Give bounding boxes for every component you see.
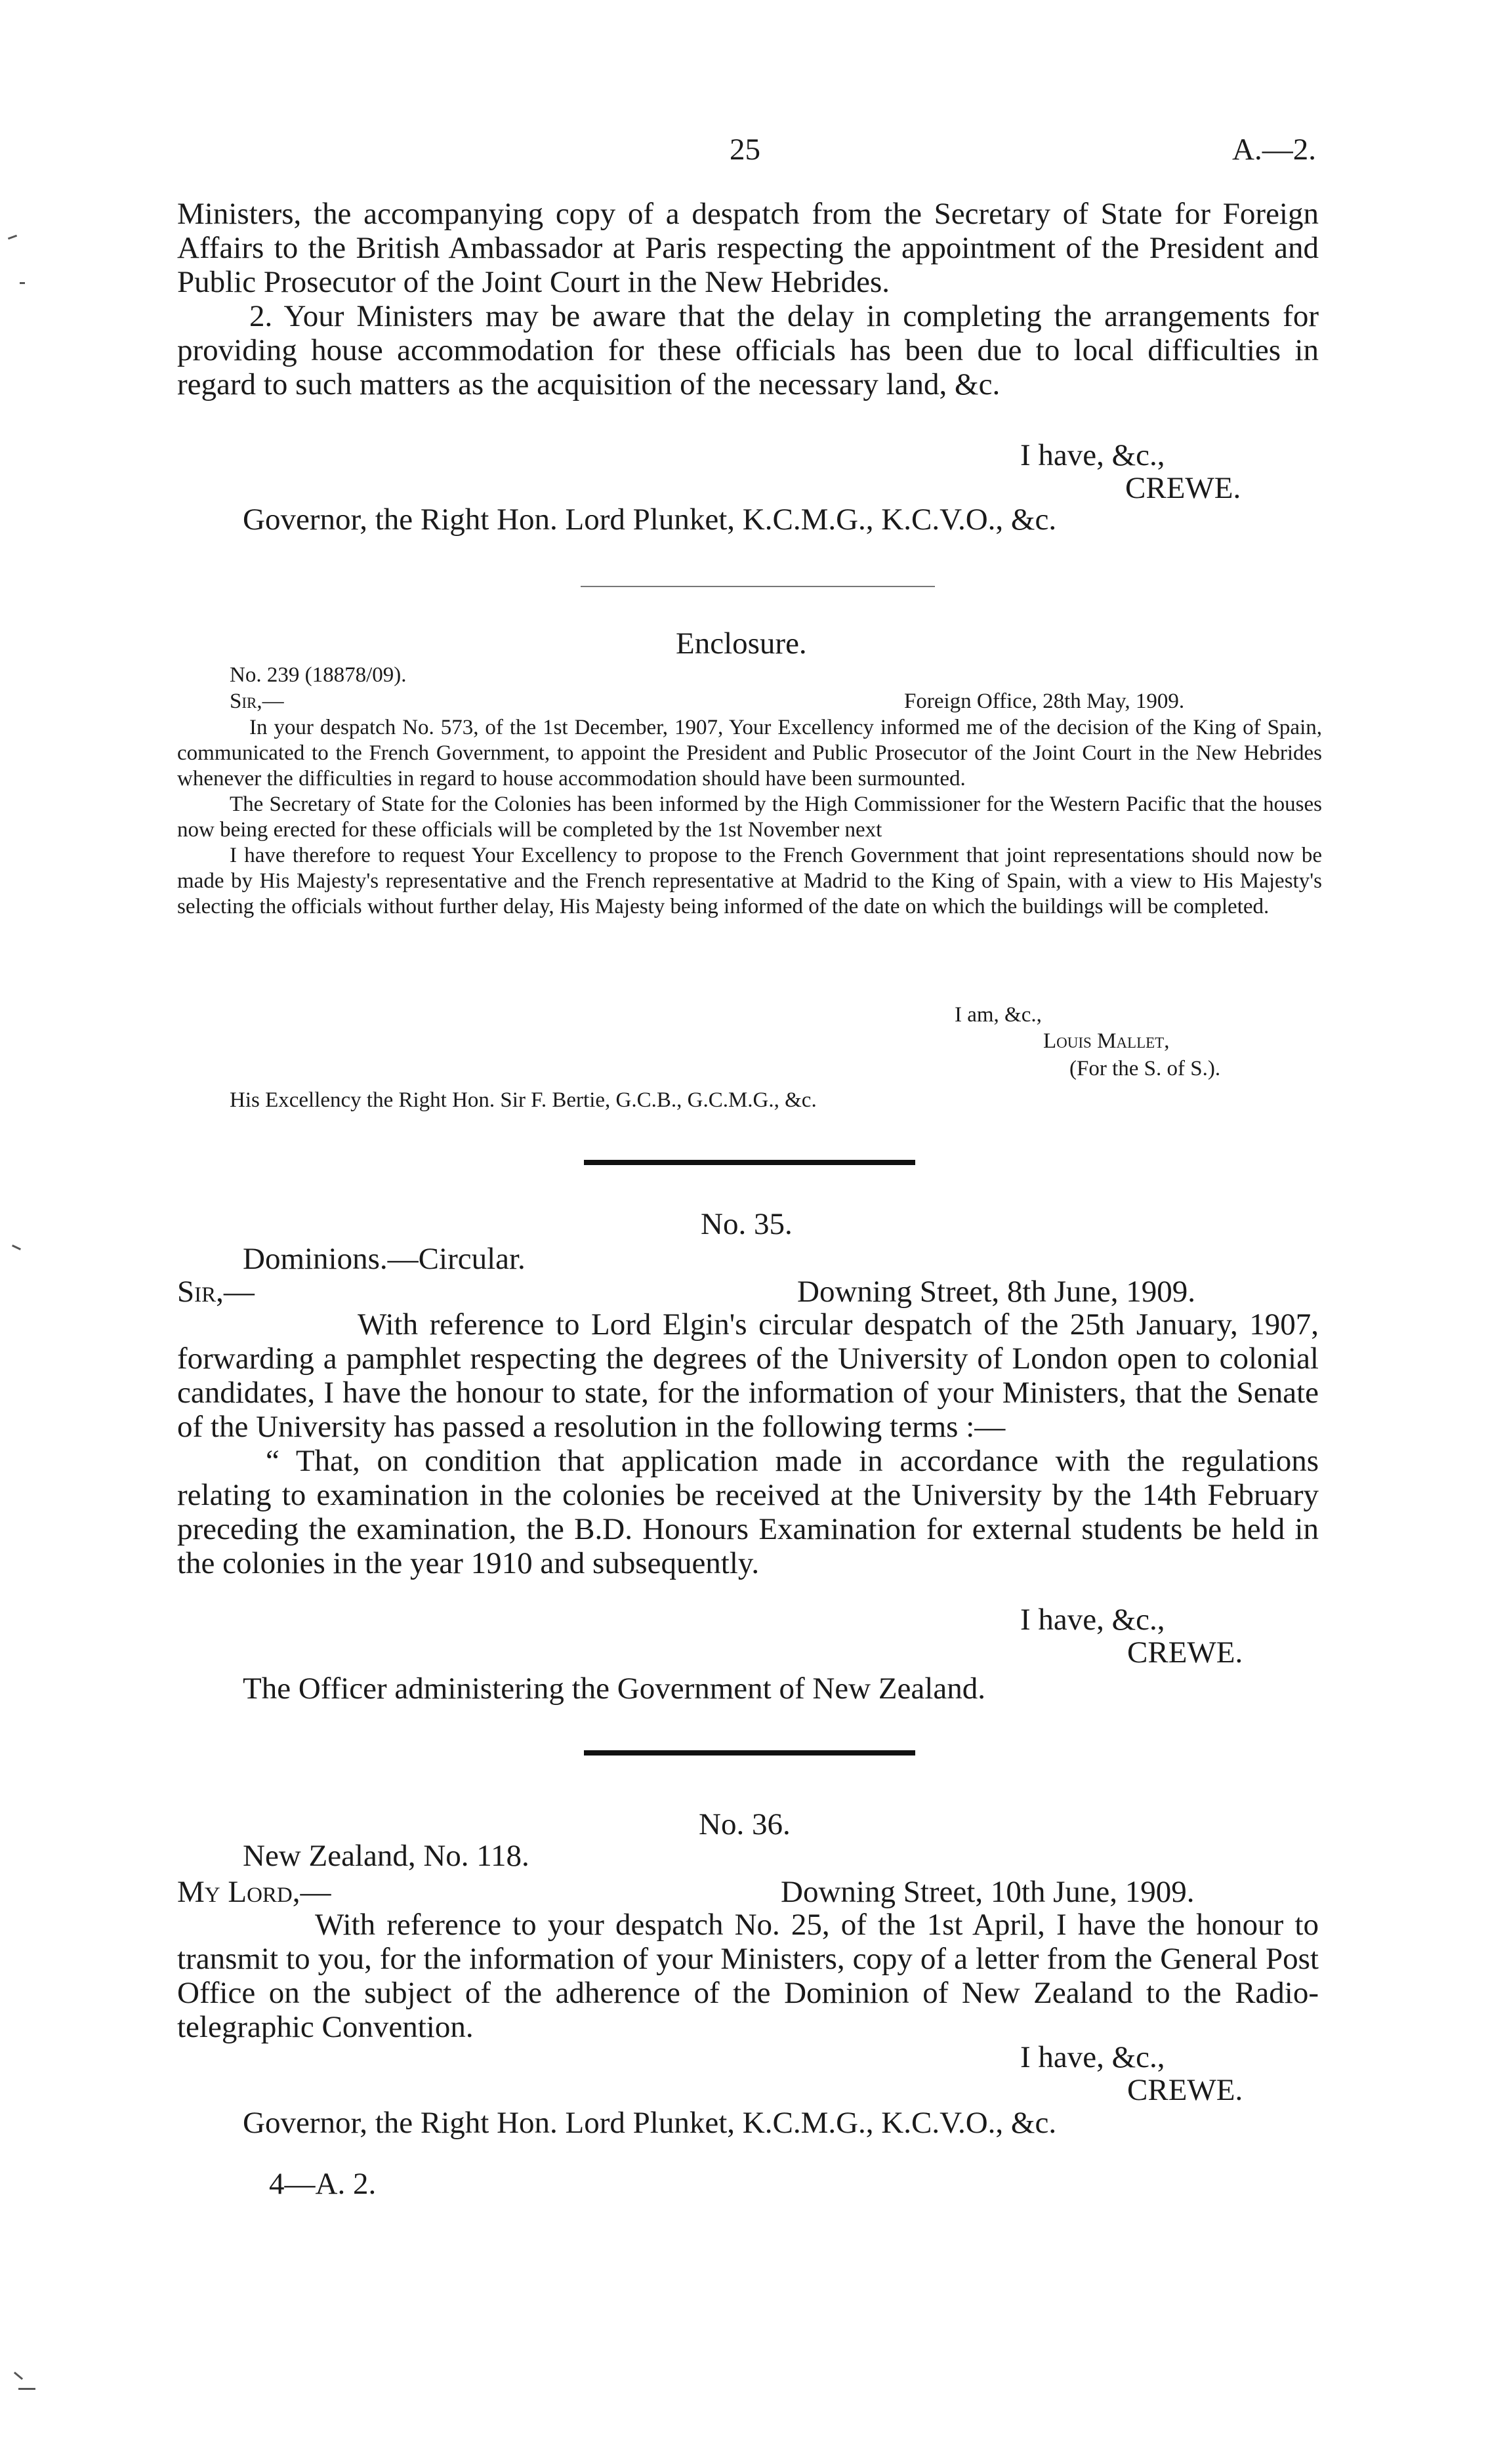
enclosure-signature-note: (For the S. of S.). bbox=[1069, 1057, 1221, 1080]
enclosure-place-date: Foreign Office, 28th May, 1909. bbox=[904, 689, 1185, 713]
no35-salutation: Sir,— bbox=[177, 1275, 255, 1309]
no35-closing: I have, &c., bbox=[1020, 1603, 1165, 1637]
margin-mark bbox=[12, 1244, 21, 1250]
page-number: 25 bbox=[730, 133, 760, 167]
enclosure-salutation: Sir,— bbox=[230, 689, 284, 713]
separator-line bbox=[581, 586, 935, 587]
enclosure-paragraph-1: In your despatch No. 573, of the 1st December, 1907, Your Excellency informed me of the decision of the King of Spain, communicated to the French Government, to appoint the President and Public Prosecutor of the Joint Court in the New Hebrides whenever the difficulties in regard to house accommodation should have been surmounted. bbox=[177, 716, 1322, 791]
despatch-number-35: No. 35. bbox=[701, 1207, 793, 1241]
enclosure-title: Enclosure. bbox=[676, 626, 807, 661]
continuation-closing: I have, &c., bbox=[1020, 438, 1165, 472]
no35-place-date: Downing Street, 8th June, 1909. bbox=[797, 1275, 1196, 1309]
continuation-paragraph-1: Ministers, the accompanying copy of a despatch from the Secretary of State for Foreign Affairs to the British Ambassador at Paris respecting the appointment of the President and Public Prosecutor of the Joint Court in the New Hebrides. bbox=[177, 197, 1319, 299]
continuation-paragraph-2: 2. Your Ministers may be aware that the delay in completing the arrangements for providing house accommodation for these officials has been due to local difficulties in regard to such matters as the acquisition of the necessary land, &c. bbox=[177, 299, 1319, 401]
enclosure-closing: I am, &c., bbox=[955, 1003, 1042, 1027]
section-rule bbox=[584, 1750, 915, 1756]
enclosure-addressee: His Excellency the Right Hon. Sir F. Bertie, G.C.B., G.C.M.G., &c. bbox=[230, 1088, 817, 1112]
no36-paragraph-1: With reference to your despatch No. 25, of the 1st April, I have the honour to transmit to you, for the information of your Ministers, copy of a letter from the General Post Office on the subject of the adherence of the Dominion of New Zealand to the Radio-telegraphic Convention. bbox=[177, 1908, 1319, 2044]
no36-body bbox=[177, 1908, 1319, 2044]
no36-salutation: My Lord,— bbox=[177, 1875, 331, 1909]
no35-heading: Dominions.—Circular. bbox=[243, 1242, 526, 1276]
no35-paragraph-2: “ That, on condition that application made in accordance with the regulations relating to examination in the colonies be received at the University by the 14th February preceding the examination, the B.D. Honours Examination for external students be held in the colonies in the year 1910 and subsequently. bbox=[177, 1444, 1319, 1580]
no36-closing: I have, &c., bbox=[1020, 2040, 1165, 2074]
continuation-addressee: Governor, the Right Hon. Lord Plunket, K.C.M.G., K.C.V.O., &c. bbox=[243, 503, 1057, 537]
document-reference: A.—2. bbox=[1232, 133, 1316, 167]
margin-mark bbox=[18, 2388, 35, 2390]
no35-body bbox=[177, 1307, 1319, 1580]
no36-place-date: Downing Street, 10th June, 1909. bbox=[781, 1875, 1195, 1909]
continuation-letter bbox=[177, 197, 1319, 401]
enclosure-signature: Louis Mallet, bbox=[1043, 1029, 1170, 1053]
signature-mark: 4—A. 2. bbox=[269, 2167, 377, 2201]
no35-signature: CREWE. bbox=[1127, 1635, 1243, 1670]
enclosure-reference: No. 239 (18878/09). bbox=[230, 663, 407, 687]
despatch-number-36: No. 36. bbox=[699, 1807, 791, 1841]
section-rule bbox=[584, 1160, 915, 1165]
no35-addressee: The Officer administering the Government of New Zealand. bbox=[243, 1672, 985, 1706]
margin-mark bbox=[8, 235, 17, 240]
margin-mark bbox=[20, 282, 25, 284]
no36-heading: New Zealand, No. 118. bbox=[243, 1839, 529, 1873]
no35-paragraph-1: With reference to Lord Elgin's circular despatch of the 25th January, 1907, forwarding a pamphlet respecting the degrees of the University of London open to colonial candidates, I have the honour to state, for the information of your Ministers, that the Senate of the University has passed a resolution in the following terms :— bbox=[177, 1307, 1319, 1444]
margin-mark bbox=[14, 2372, 23, 2380]
enclosure-body bbox=[177, 715, 1322, 920]
enclosure-paragraph-3: I have therefore to request Your Excellency to propose to the French Government that joint representations should now be made by His Majesty's representative and the French representative at Madrid to the King of Spain, with a view to His Majesty's selecting the officials without further delay, His Majesty being informed of the date on which the buildings will be completed. bbox=[177, 844, 1322, 918]
no36-signature: CREWE. bbox=[1127, 2073, 1243, 2107]
no36-addressee: Governor, the Right Hon. Lord Plunket, K.C.M.G., K.C.V.O., &c. bbox=[243, 2106, 1057, 2140]
enclosure-paragraph-2: The Secretary of State for the Colonies has been informed by the High Commissioner for the Western Pacific that the houses now being erected for these officials will be completed by the 1st November next bbox=[177, 792, 1322, 842]
continuation-signature: CREWE. bbox=[1125, 471, 1241, 505]
